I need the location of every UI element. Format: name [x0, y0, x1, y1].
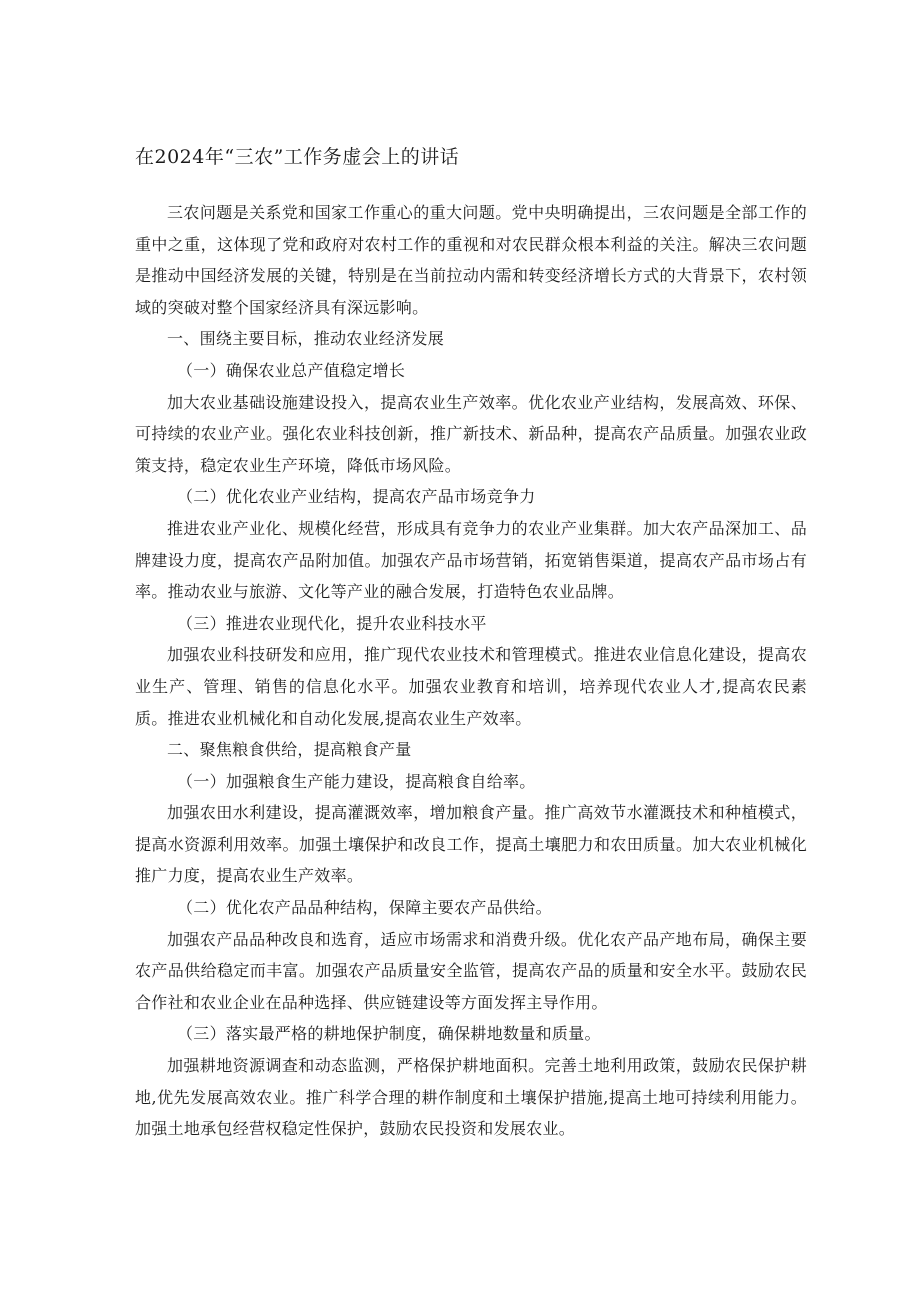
subsection-body: 加强农产品品种改良和选育，适应市场需求和消费升级。优化农产品产地布局，确保主要农产品供给稳定而丰富。加强农产品质量安全监管，提高农产品的质量和安全水平。鼓励农民合作社和农业企业在品种选择、供应链建设等方面发挥主导作用。: [135, 929, 807, 1012]
subsection-heading: （三）落实最严格的耕地保护制度，确保耕地数量和质量。: [177, 1024, 601, 1044]
subsection-body: 加强农田水利建设，提高灌溉效率，增加粮食产量。推广高效节水灌溉技术和种植模式，提高水资源利用效率。加强土壤保护和改良工作，提高土壤肥力和农田质量。加大农业机械化推广力度，提高农业生产效率。: [135, 803, 807, 886]
subsection-heading: （三）推进农业现代化，提升农业科技水平: [177, 613, 487, 633]
document-page: [135, 142, 807, 1145]
subsection-body: 推进农业产业化、规模化经营，形成具有竞争力的农业产业集群。加大农产品深加工、品牌建设力度，提高农产品附加值。加强农产品市场营销，拓宽销售渠道，提高农产品市场占有率。推动农业与旅游、文化等产业的融合发展，打造特色农业品牌。: [135, 518, 807, 602]
document-title: 在2024年“三农”工作务虚会上的讲话: [135, 146, 460, 168]
subsection-body: 加强耕地资源调查和动态监测，严格保护耕地面积。完善土地利用政策，鼓励农民保护耕地,优先发展高效农业。推广科学合理的耕作制度和土壤保护措施,提高土地可持续利用能力。加强土地承包经营权稳定性保护，鼓励农民投资和发展农业。: [135, 1056, 807, 1139]
subsection-body: 加强农业科技研发和应用，推广现代农业技术和管理模式。推进农业信息化建设，提高农业生产、管理、销售的信息化水平。加强农业教育和培训，培养现代农业人才,提高农民素质。推进农业机械化和自动化发展,提高农业生产效率。: [135, 645, 807, 728]
section-heading: 二、聚焦粮食供给，提高粮食产量: [167, 740, 412, 760]
subsection-body: 加大农业基础设施建设投入，提高农业生产效率。优化农业产业结构，发展高效、环保、可持续的农业产业。强化农业科技创新，推广新技术、新品种，提高农产品质量。加强农业政策支持，稳定农业生产环境，降低市场风险。: [135, 392, 807, 475]
section-1: [135, 323, 807, 734]
section-heading: 一、围绕主要目标，推动农业经济发展: [167, 329, 445, 349]
subsection-heading: （二）优化农业产业结构，提高农产品市场竞争力: [177, 487, 536, 507]
subsection-heading: （一）加强粮食生产能力建设，提高粮食自给率。: [177, 771, 536, 791]
section-2: [135, 734, 807, 1145]
intro-paragraph: 三农问题是关系党和国家工作重心的重大问题。党中央明确提出，三农问题是全部工作的重中之重，这体现了党和政府对农村工作的重视和对农民群众根本利益的关注。解决三农问题是推动中国经济发展的关键，特别是在当前拉动内需和转变经济增长方式的大背景下，农村领域的突破对整个国家经济具有深远影响。: [135, 203, 807, 317]
subsection-heading: （一）确保农业总产值稳定增长: [177, 360, 406, 380]
subsection-heading: （二）优化农产品品种结构，保障主要农产品供给。: [177, 898, 552, 918]
